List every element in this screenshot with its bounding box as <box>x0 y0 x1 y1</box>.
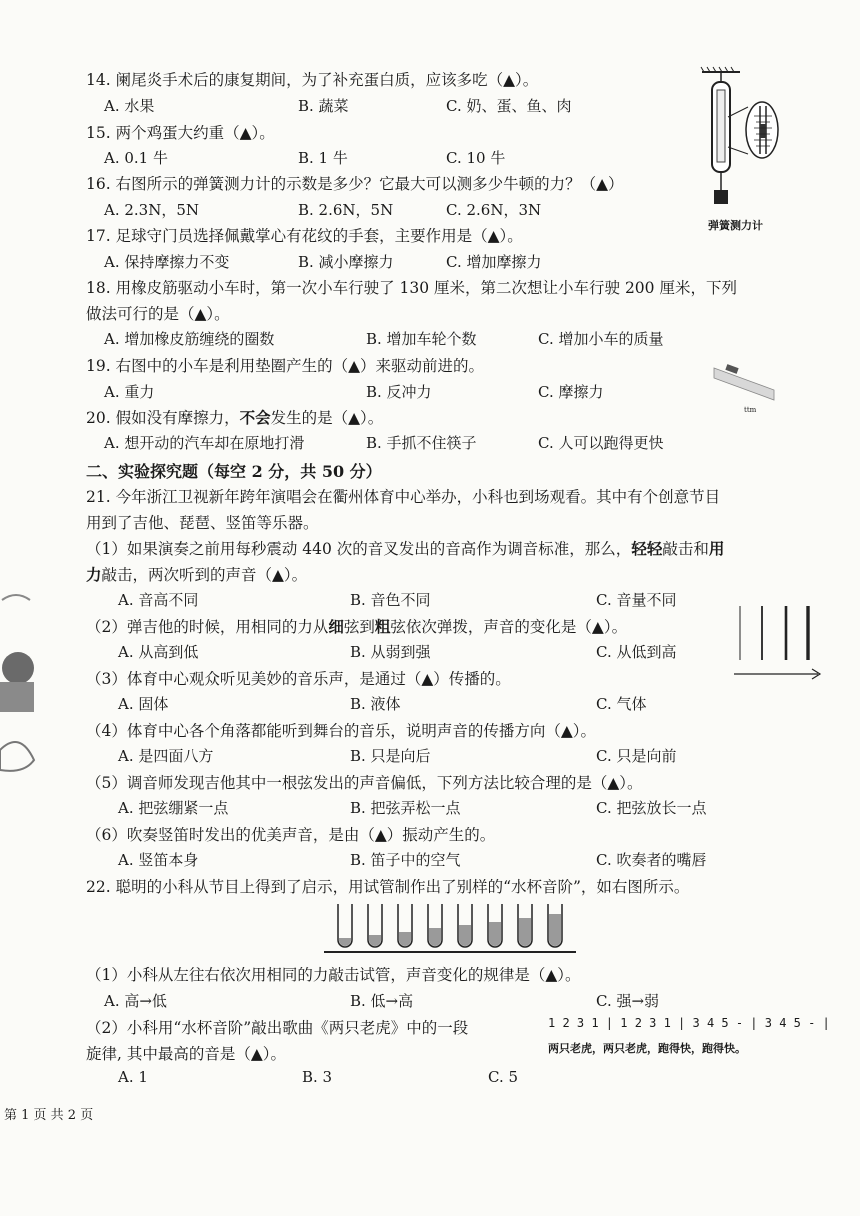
q21-6-option-c: C. 吹奏者的嘴唇 <box>596 851 707 869</box>
q22-2-stem-line2: 旋律, 其中最高的音是（▲）。 <box>86 1045 287 1063</box>
q21-4-stem: （4）体育中心各个角落都能听到舞台的音乐，说明声音的传播方向（▲）。 <box>86 722 597 740</box>
q21-4-option-a: A. 是四面八方 <box>118 747 214 765</box>
q16-option-c: C. 2.6N，3N <box>446 201 542 219</box>
q16-option-b: B. 2.6N，5N <box>298 201 394 219</box>
q15-stem: 15. 两个鸡蛋大约重（▲）。 <box>86 124 275 142</box>
q20-option-c: C. 人可以跑得更快 <box>538 434 664 452</box>
q22-2-option-a: A. 1 <box>118 1068 148 1086</box>
test-tubes-figure <box>322 898 578 954</box>
q17-stem: 17. 足球守门员选择佩戴掌心有花纹的手套，主要作用是（▲）。 <box>86 227 523 245</box>
washer-cart-caption: ttm <box>744 406 757 414</box>
q22-2-option-c: C. 5 <box>488 1068 519 1086</box>
q21-5-stem: （5）调音师发现吉他其中一根弦发出的声音偏低，下列方法比较合理的是（▲）。 <box>86 774 643 792</box>
q22-1-stem: （1）小科从左往右依次用相同的力敲击试管，声音变化的规律是（▲）。 <box>86 966 581 984</box>
q20-option-a: A. 想开动的汽车却在原地打滑 <box>104 434 305 452</box>
q21-2-option-b: B. 从弱到强 <box>350 643 431 661</box>
guitar-strings-figure <box>732 602 824 686</box>
q14-stem: 14. 阑尾炎手术后的康复期间，为了补充蛋白质，应该多吃（▲）。 <box>86 71 539 89</box>
q22-stem: 22. 聪明的小科从节目上得到了启示，用试管制作出了别样的“水杯音阶”，如右图所示。 <box>86 878 690 896</box>
q16-stem: 16. 右图所示的弹簧测力计的示数是多少？它最大可以测多少牛顿的力？（▲） <box>86 175 624 193</box>
q14-option-c: C. 奶、蛋、鱼、肉 <box>446 97 572 115</box>
q21-5-option-c: C. 把弦放长一点 <box>596 799 707 817</box>
q21-2-option-c: C. 从低到高 <box>596 643 677 661</box>
q20-emphasis: 不会 <box>239 408 271 427</box>
q21-1-stem: （1）如果演奏之前用每秒震动 440 次的音叉发出的音高作为调音标准，那么，轻轻敲击和用 <box>86 539 725 558</box>
q16-option-a: A. 2.3N，5N <box>104 201 200 219</box>
q15-option-a: A. 0.1 牛 <box>104 149 168 167</box>
q21-5-option-b: B. 把弦弄松一点 <box>350 799 461 817</box>
q14-option-b: B. 蔬菜 <box>298 97 349 115</box>
q21-3-option-a: A. 固体 <box>118 695 169 713</box>
q21-2-stem: （2）弹吉他的时候，用相同的力从细弦到粗弦依次弹拨，声音的变化是（▲）。 <box>86 617 628 636</box>
q21-3-option-c: C. 气体 <box>596 695 647 713</box>
q22-1-option-c: C. 强→弱 <box>596 992 660 1010</box>
q21-stem-line1: 21. 今年浙江卫视新年跨年演唱会在衢州体育中心举办，小科也到场观看。其中有个创意节目 <box>86 488 721 506</box>
song-lyrics: 两只老虎，两只老虎，跑得快，跑得快。 <box>548 1042 746 1055</box>
q14-option-a: A. 水果 <box>104 97 155 115</box>
q15-option-c: C. 10 牛 <box>446 149 506 167</box>
q21-2-option-a: A. 从高到低 <box>118 643 199 661</box>
q21-5-option-a: A. 把弦绷紧一点 <box>118 799 229 817</box>
q18-option-b: B. 增加车轮个数 <box>366 330 477 348</box>
q18-stem-line1: 18. 用橡皮筋驱动小车时，第一次小车行驶了 130 厘米，第二次想让小车行驶 200 厘米，下列 <box>86 279 737 297</box>
q21-6-option-b: B. 笛子中的空气 <box>350 851 461 869</box>
spring-scale-caption: 弹簧测力计 <box>708 219 763 232</box>
q18-option-a: A. 增加橡皮筋缠绕的圈数 <box>104 330 275 348</box>
q22-2-stem-line1: （2）小科用“水杯音阶”敲出歌曲《两只老虎》中的一段 <box>86 1019 469 1037</box>
q21-stem-line2: 用到了吉他、琵琶、竖笛等乐器。 <box>86 514 319 532</box>
q22-2-option-b: B. 3 <box>302 1068 333 1086</box>
q21-3-stem: （3）体育中心观众听见美妙的音乐声，是通过（▲）传播的。 <box>86 670 511 688</box>
q15-option-b: B. 1 牛 <box>298 149 348 167</box>
q21-6-stem: （6）吹奏竖笛时发出的优美声音，是由（▲）振动产生的。 <box>86 826 496 844</box>
q21-3-option-b: B. 液体 <box>350 695 401 713</box>
q17-option-a: A. 保持摩擦力不变 <box>104 253 230 271</box>
q18-stem-line2: 做法可行的是（▲）。 <box>86 305 230 323</box>
q21-4-option-b: B. 只是向后 <box>350 747 431 765</box>
q17-option-b: B. 减小摩擦力 <box>298 253 394 271</box>
q22-1-option-b: B. 低→高 <box>350 992 414 1010</box>
section-heading: 二、实验探究题（每空 2 分，共 50 分） <box>86 462 382 481</box>
song-notation: 1 2 3 1 | 1 2 3 1 | 3 4 5 - | 3 4 5 - | <box>548 1016 830 1030</box>
q21-4-option-c: C. 只是向前 <box>596 747 677 765</box>
q21-1-option-c: C. 音量不同 <box>596 591 677 609</box>
q19-option-b: B. 反冲力 <box>366 383 432 401</box>
q21-6-option-a: A. 竖笛本身 <box>118 851 199 869</box>
page-footer: 第 1 页 共 2 页 <box>4 1108 94 1123</box>
q21-1-option-a: A. 音高不同 <box>118 591 199 609</box>
q19-option-a: A. 重力 <box>104 383 155 401</box>
q20-option-b: B. 手抓不住筷子 <box>366 434 477 452</box>
q21-1-stem-line2: 力敲击，两次听到的声音（▲）。 <box>86 565 308 584</box>
q21-1-option-b: B. 音色不同 <box>350 591 431 609</box>
q18-option-c: C. 增加小车的质量 <box>538 330 664 348</box>
q22-1-option-a: A. 高→低 <box>104 992 167 1010</box>
spring-scale-figure <box>700 62 790 222</box>
q19-option-c: C. 摩擦力 <box>538 383 604 401</box>
cartoon-decoration <box>0 560 40 790</box>
q20-stem: 20. 假如没有摩擦力，不会发生的是（▲）。 <box>86 408 384 427</box>
q19-stem: 19. 右图中的小车是利用垫圈产生的（▲）来驱动前进的。 <box>86 357 484 375</box>
q17-option-c: C. 增加摩擦力 <box>446 253 542 271</box>
